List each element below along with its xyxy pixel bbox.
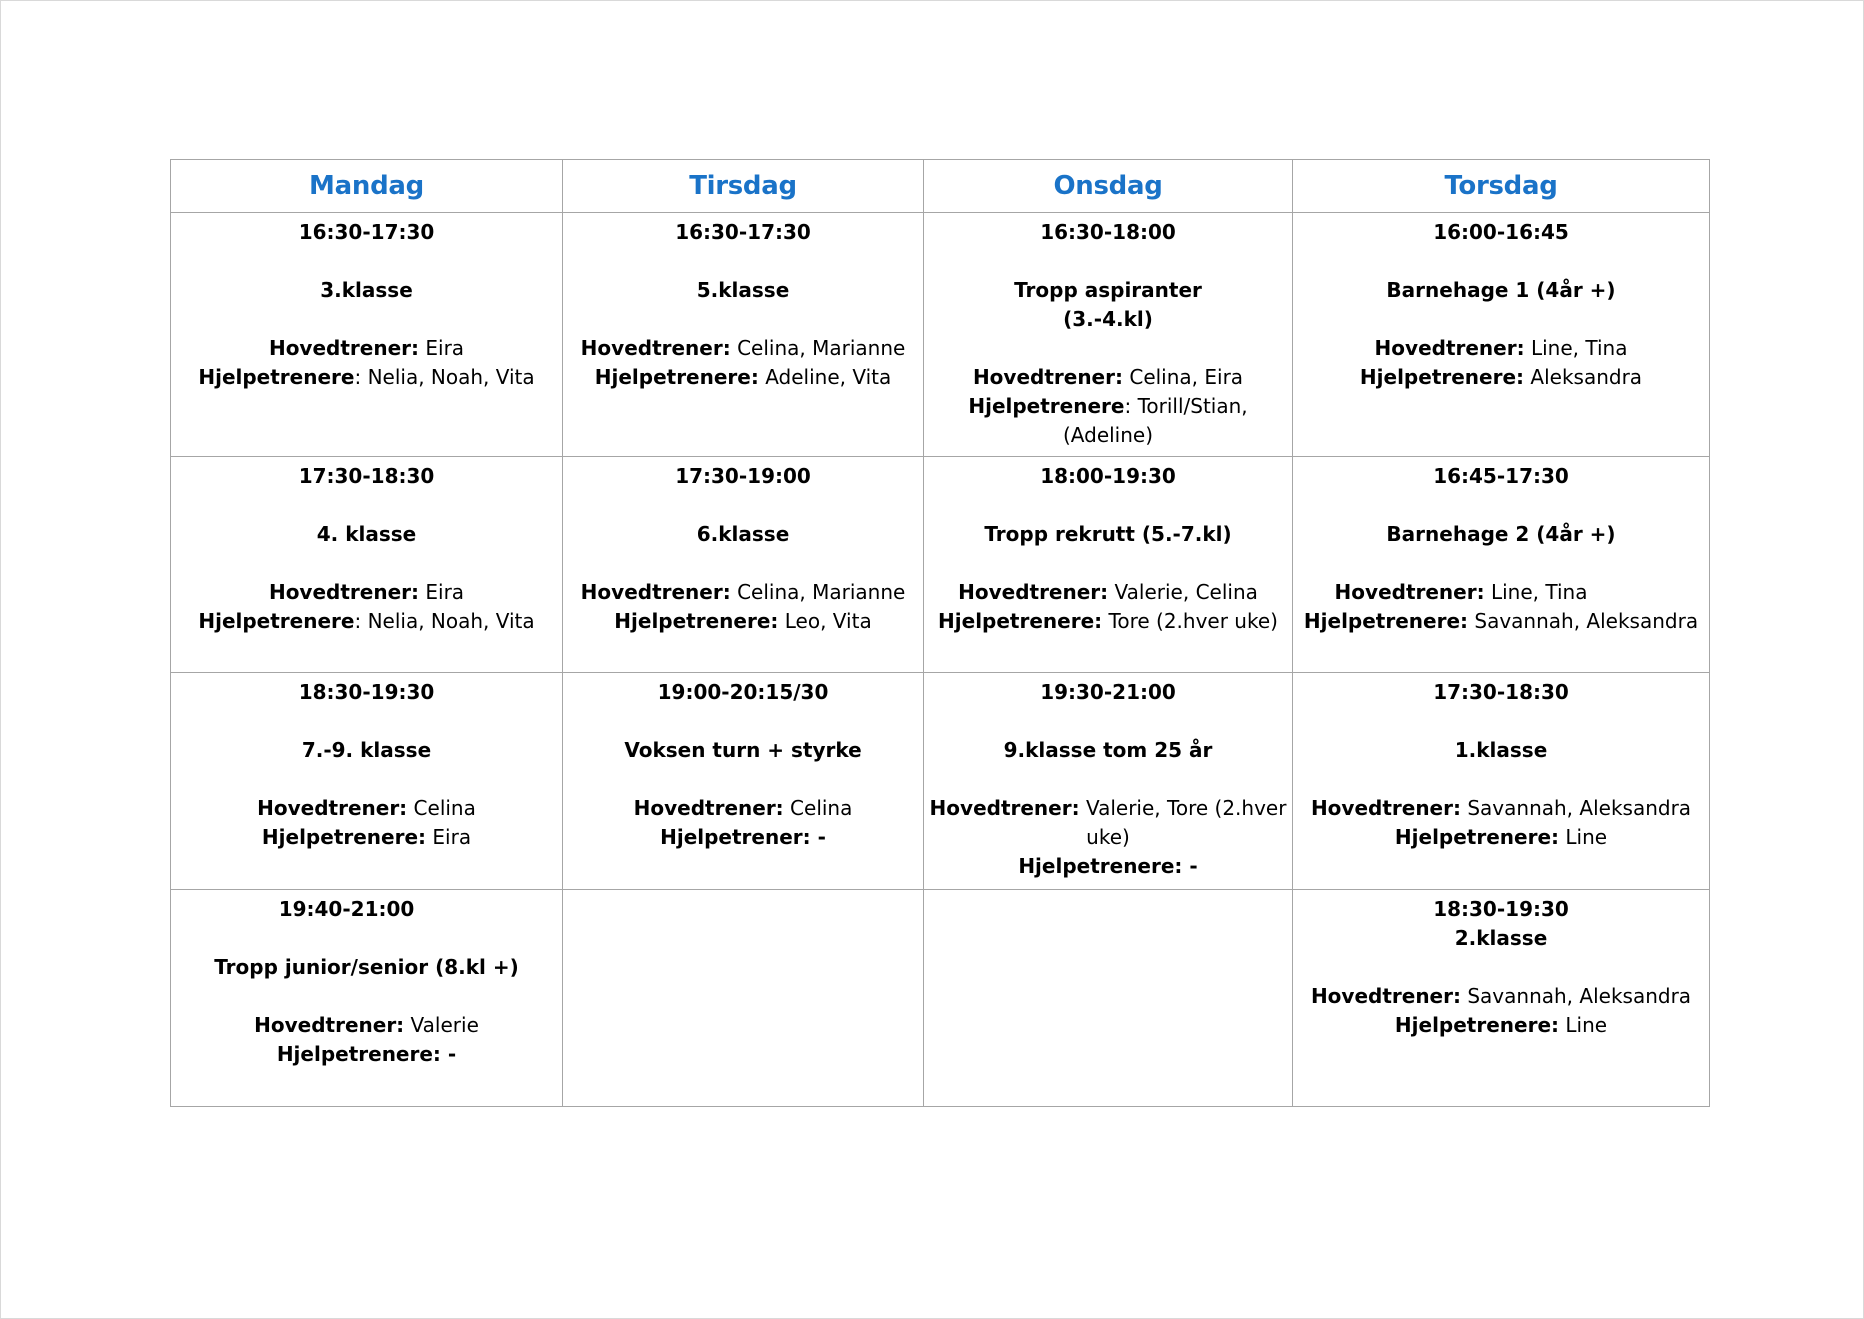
assistant-coach-label: Hjelpetrenere [198, 609, 355, 633]
main-coach-names: Celina [783, 796, 853, 820]
assistant-coach-label: Hjelpetrenere: - [276, 1042, 457, 1066]
assistant-coach-extra: (Adeline) [1062, 423, 1154, 447]
day-header-wednesday: Onsdag [924, 160, 1293, 213]
assistant-coach-line [175, 823, 558, 852]
session-time: 19:40-21:00 [278, 897, 415, 921]
schedule-row [171, 213, 1710, 457]
main-coach-label: Hovedtrener: [257, 796, 408, 820]
schedule-row [171, 457, 1710, 673]
schedule-cell-tuesday [563, 673, 924, 890]
session-time: 16:00-16:45 [1433, 220, 1569, 244]
session-time: 16:45-17:30 [1433, 464, 1569, 488]
session-time: 18:30-19:30 [298, 680, 435, 704]
assistant-coach-line [1297, 823, 1705, 852]
main-coach-line [175, 334, 558, 363]
assistant-coach-names: : Nelia, Noah, Vita [354, 609, 535, 633]
assistant-coach-line [567, 607, 919, 636]
session-time: 18:30-19:30 [1433, 897, 1569, 921]
main-coach-label: Hovedtrener: [1310, 984, 1461, 1008]
main-coach-names: Valerie, Tore (2.hver uke) [1079, 796, 1287, 849]
session-time: 17:30-19:00 [675, 464, 811, 488]
group-name: 2.klasse [1454, 926, 1548, 950]
group-name: Tropp aspiranter [1014, 278, 1202, 302]
session-time: 17:30-18:30 [1433, 680, 1569, 704]
assistant-coach-label: Hjelpetrenere [198, 365, 355, 389]
session-time: 16:30-18:00 [1040, 220, 1176, 244]
session-time: 19:00-20:15/30 [657, 680, 829, 704]
assistant-coach-names: : Torill/Stian, [1124, 394, 1248, 418]
main-coach-line [175, 578, 558, 607]
main-coach-line [175, 1011, 558, 1040]
group-name: Tropp rekrutt (5.-7.kl) [984, 522, 1232, 546]
assistant-coach-names: Savannah, Aleksandra [1468, 609, 1699, 633]
main-coach-names: Eira [419, 336, 465, 360]
main-coach-line [928, 578, 1288, 607]
assistant-coach-label: Hjelpetrenere: - [1018, 854, 1198, 878]
main-coach-label: Hovedtrener: [268, 336, 420, 360]
assistant-coach-line [928, 852, 1288, 881]
main-coach-line [567, 794, 919, 823]
assistant-coach-line [1297, 1011, 1705, 1040]
assistant-coach-names: Leo, Vita [778, 609, 872, 633]
assistant-coach-names: Tore (2.hver uke) [1102, 609, 1278, 633]
main-coach-line [928, 363, 1288, 392]
session-time: 19:30-21:00 [1040, 680, 1176, 704]
assistant-coach-line [175, 1040, 558, 1069]
main-coach-label: Hovedtrener: [1374, 336, 1525, 360]
training-schedule-table [170, 159, 1710, 1107]
schedule-cell-wednesday [924, 890, 1293, 1107]
schedule-cell-tuesday [563, 213, 924, 457]
schedule-cell-tuesday [563, 457, 924, 673]
session-time: 18:00-19:30 [1040, 464, 1176, 488]
group-name: Barnehage 1 (4år +) [1386, 278, 1616, 302]
group-name: Voksen turn + styrke [624, 738, 862, 762]
group-name: 9.klasse tom 25 år [1003, 738, 1213, 762]
main-coach-line [175, 794, 558, 823]
schedule-cell-wednesday [924, 213, 1293, 457]
assistant-coach-label: Hjelpetrenere [968, 394, 1125, 418]
group-name: 4. klasse [316, 522, 417, 546]
group-name: 7.-9. klasse [301, 738, 432, 762]
schedule-cell-monday [171, 213, 563, 457]
day-header-thursday: Torsdag [1293, 160, 1710, 213]
assistant-coach-line [175, 607, 558, 636]
session-time: 16:30-17:30 [298, 220, 435, 244]
session-time: 17:30-18:30 [298, 464, 435, 488]
day-header-monday: Mandag [171, 160, 563, 213]
main-coach-line [567, 578, 919, 607]
schedule-cell-tuesday [563, 890, 924, 1107]
main-coach-label: Hovedtrener: [580, 336, 731, 360]
main-coach-names: Celina [407, 796, 476, 820]
schedule-cell-monday [171, 890, 563, 1107]
group-name: 5.klasse [696, 278, 790, 302]
main-coach-label: Hovedtrener: [633, 796, 784, 820]
day-header-tuesday: Tirsdag [563, 160, 924, 213]
group-name: 3.klasse [320, 278, 413, 302]
main-coach-label: Hovedtrener: [958, 580, 1109, 604]
assistant-coach-line [567, 363, 919, 392]
assistant-coach-label: Hjelpetrenere: [938, 609, 1103, 633]
main-coach-line [928, 794, 1288, 852]
schedule-cell-thursday [1293, 213, 1710, 457]
assistant-coach-line [1297, 363, 1705, 392]
main-coach-line [1297, 334, 1705, 363]
assistant-coach-label: Hjelpetrenere: [261, 825, 427, 849]
assistant-coach-label: Hjelpetrenere: [1394, 1013, 1560, 1037]
main-coach-names: Savannah, Aleksandra [1461, 796, 1692, 820]
group-name: Barnehage 2 (4år +) [1386, 522, 1616, 546]
main-coach-names: Celina, Marianne [730, 580, 906, 604]
day-header-row [171, 160, 1710, 213]
assistant-coach-label: Hjelpetrenere: [1394, 825, 1560, 849]
session-time: 16:30-17:30 [675, 220, 811, 244]
assistant-coach-names: Aleksandra [1524, 365, 1643, 389]
main-coach-names: Celina, Marianne [730, 336, 906, 360]
assistant-coach-line [567, 823, 919, 852]
main-coach-names: Valerie [404, 1013, 479, 1037]
main-coach-label: Hovedtrener: [580, 580, 731, 604]
group-name: Tropp junior/senior (8.kl +) [214, 955, 519, 979]
schedule-cell-thursday [1293, 673, 1710, 890]
main-coach-label: Hovedtrener: [1334, 580, 1485, 604]
main-coach-names: Line, Tina [1484, 580, 1588, 604]
main-coach-line [1297, 794, 1705, 823]
assistant-coach-names: Line [1559, 825, 1608, 849]
schedule-cell-wednesday [924, 673, 1293, 890]
schedule-cell-thursday [1293, 890, 1710, 1107]
main-coach-names: Valerie, Celina [1108, 580, 1258, 604]
main-coach-label: Hovedtrener: [929, 796, 1080, 820]
main-coach-names: Savannah, Aleksandra [1461, 984, 1692, 1008]
assistant-coach-names: : Nelia, Noah, Vita [354, 365, 535, 389]
main-coach-label: Hovedtrener: [1310, 796, 1461, 820]
group-name: 6.klasse [696, 522, 790, 546]
assistant-coach-names: Eira [426, 825, 472, 849]
assistant-coach-label: Hjelpetrenere: [594, 365, 759, 389]
schedule-cell-thursday [1293, 457, 1710, 673]
assistant-coach-names: Adeline, Vita [758, 365, 892, 389]
main-coach-label: Hovedtrener: [972, 365, 1123, 389]
main-coach-names: Line, Tina [1524, 336, 1628, 360]
main-coach-line [1297, 578, 1705, 607]
main-coach-label: Hovedtrener: [254, 1013, 405, 1037]
main-coach-line [1297, 982, 1705, 1011]
assistant-coach-line [175, 363, 558, 392]
assistant-coach-label: Hjelpetrener: - [660, 825, 826, 849]
assistant-coach-names: Line [1559, 1013, 1608, 1037]
assistant-coach-line [928, 392, 1288, 421]
assistant-coach-label: Hjelpetrenere: [614, 609, 779, 633]
main-coach-line [567, 334, 919, 363]
assistant-coach-label: Hjelpetrenere: [1359, 365, 1525, 389]
assistant-coach-line [1297, 607, 1705, 636]
schedule-cell-monday [171, 673, 563, 890]
group-name: (3.-4.kl) [1063, 307, 1153, 331]
schedule-cell-wednesday [924, 457, 1293, 673]
main-coach-names: Celina, Eira [1123, 365, 1244, 389]
schedule-row [171, 673, 1710, 890]
main-coach-names: Eira [419, 580, 465, 604]
assistant-coach-label: Hjelpetrenere: [1303, 609, 1469, 633]
group-name: 1.klasse [1454, 738, 1548, 762]
main-coach-label: Hovedtrener: [268, 580, 420, 604]
schedule-cell-monday [171, 457, 563, 673]
schedule-row [171, 890, 1710, 1107]
assistant-coach-line [928, 607, 1288, 636]
